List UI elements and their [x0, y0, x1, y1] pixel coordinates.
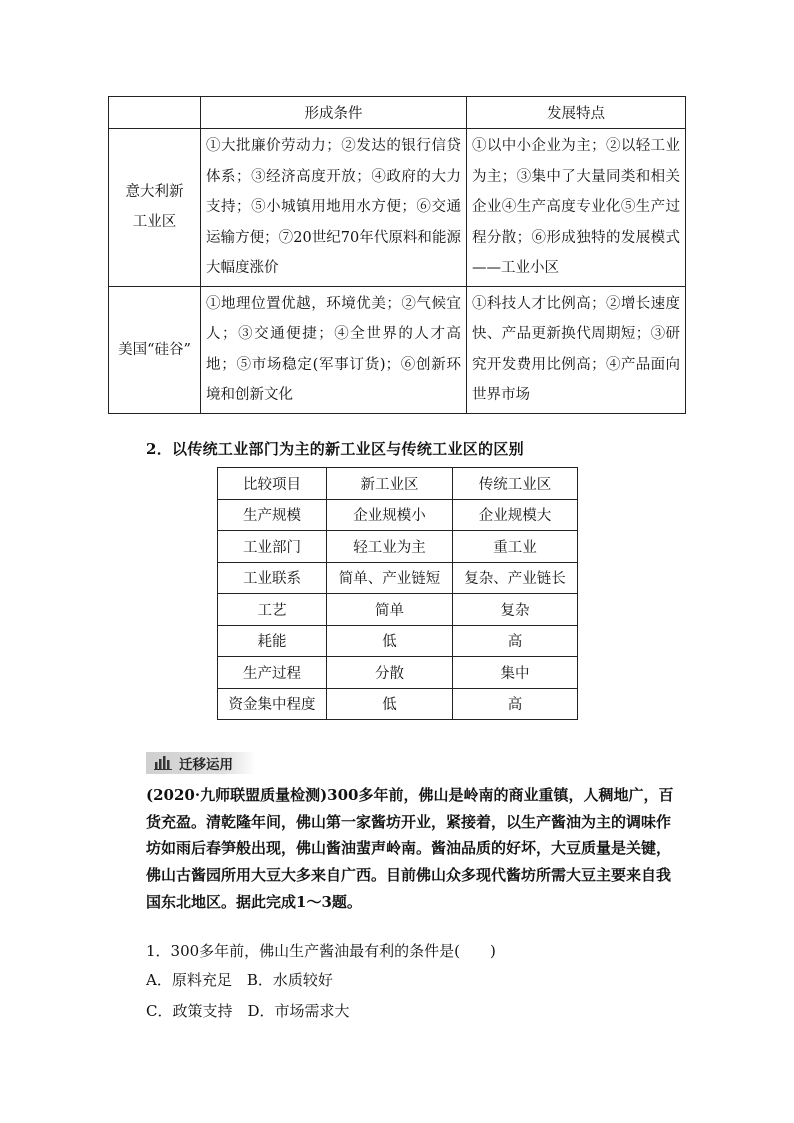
table-header-row [109, 97, 686, 129]
table-cell: 企业规模大 [453, 499, 578, 531]
table-cell: 企业规模小 [327, 499, 453, 531]
comparison-table-traditional-vs-new [217, 467, 578, 720]
table-cell: 工业联系 [218, 562, 327, 594]
table-cell: 轻工业为主 [327, 531, 453, 563]
table-row [218, 657, 578, 689]
row-label-silicon-valley [109, 286, 201, 413]
cell-text: ①大批廉价劳动力；②发达的银行信贷体系；③经济高度开放；④政府的大力支持；⑤小城镇用地用水方便；⑥交通运输方便；⑦20世纪70年代原料和能源大幅度涨价 [206, 138, 461, 276]
row-label-text: 意大利新工业区 [125, 184, 184, 231]
table-cell: 复杂 [453, 594, 578, 626]
table-cell: 重工业 [453, 531, 578, 563]
cell-text: ①科技人才比例高；②增长速度快、产品更新换代周期短；③研究开发费用比例高；④产品面向世界市场 [472, 295, 680, 403]
table-cell: 资金集中程度 [218, 688, 327, 720]
reading-passage: (2020·九师联盟质量检测)300多年前，佛山是岭南的商业重镇，人稠地广，百货充盈。清乾隆年间，佛山第一家酱坊开业，紧接着，以生产酱油为主的调味作坊如雨后春笋般出现，佛山酱油蜚声岭南。酱油品质的好坏，大豆质量是关键，佛山古酱园所用大豆大多来自广西。目前佛山众多现代酱坊所需大豆主要来自我国东北地区。据此完成1～3题。 [146, 786, 674, 911]
silicon-valley-conditions-cell [201, 286, 467, 413]
row-label-italy [109, 129, 201, 287]
header-cell-conditions: 形成条件 [201, 97, 467, 129]
question-text: 1．300多年前，佛山生产酱油最有利的条件是( ) [146, 942, 496, 960]
table-cell: 生产规模 [218, 499, 327, 531]
row-label-text: 美国“硅谷” [118, 341, 191, 358]
italy-conditions-cell [201, 129, 467, 287]
table-cell: 工艺 [218, 594, 327, 626]
table-cell: 高 [453, 688, 578, 720]
table-cell: 生产过程 [218, 657, 327, 689]
italy-features-cell [467, 129, 686, 287]
option-row-cd: C．政策支持 D．市场需求大 [146, 1002, 350, 1020]
section-badge [146, 752, 256, 774]
table-row [218, 594, 578, 626]
bar-chart-icon [154, 756, 174, 770]
badge-label: 迁移运用 [179, 757, 233, 773]
header-cell-empty [109, 97, 201, 129]
option-row-ab: A．原料充足 B．水质较好 [146, 971, 333, 989]
header-cell: 传统工业区 [453, 468, 578, 500]
header-cell: 新工业区 [327, 468, 453, 500]
table-row [218, 531, 578, 563]
table-row [218, 499, 578, 531]
table-cell: 工业部门 [218, 531, 327, 563]
table-row [218, 625, 578, 657]
section-heading: 2．以传统工业部门为主的新工业区与传统工业区的区别 [146, 440, 524, 458]
table-row [218, 562, 578, 594]
silicon-valley-features-cell [467, 286, 686, 413]
table-header-row [218, 468, 578, 500]
table-row [109, 286, 686, 413]
table-cell: 复杂、产业链长 [453, 562, 578, 594]
table-cell: 集中 [453, 657, 578, 689]
table-cell: 高 [453, 625, 578, 657]
table-cell: 简单 [327, 594, 453, 626]
comparison-table-new-industrial-areas [108, 96, 686, 414]
header-cell: 比较项目 [218, 468, 327, 500]
table-cell: 简单、产业链短 [327, 562, 453, 594]
table-row [218, 688, 578, 720]
cell-text: ①地理位置优越，环境优美；②气候宜人；③交通便捷；④全世界的人才高地；⑤市场稳定(军事订货)；⑥创新环境和创新文化 [206, 295, 461, 403]
table-cell: 耗能 [218, 625, 327, 657]
table-cell: 低 [327, 688, 453, 720]
table-cell: 低 [327, 625, 453, 657]
cell-text: ①以中小企业为主；②以轻工业为主；③集中了大量同类和相关企业④生产高度专业化⑤生产过程分散；⑥形成独特的发展模式——工业小区 [472, 138, 680, 276]
header-cell-features: 发展特点 [467, 97, 686, 129]
table-row [109, 129, 686, 287]
table-cell: 分散 [327, 657, 453, 689]
